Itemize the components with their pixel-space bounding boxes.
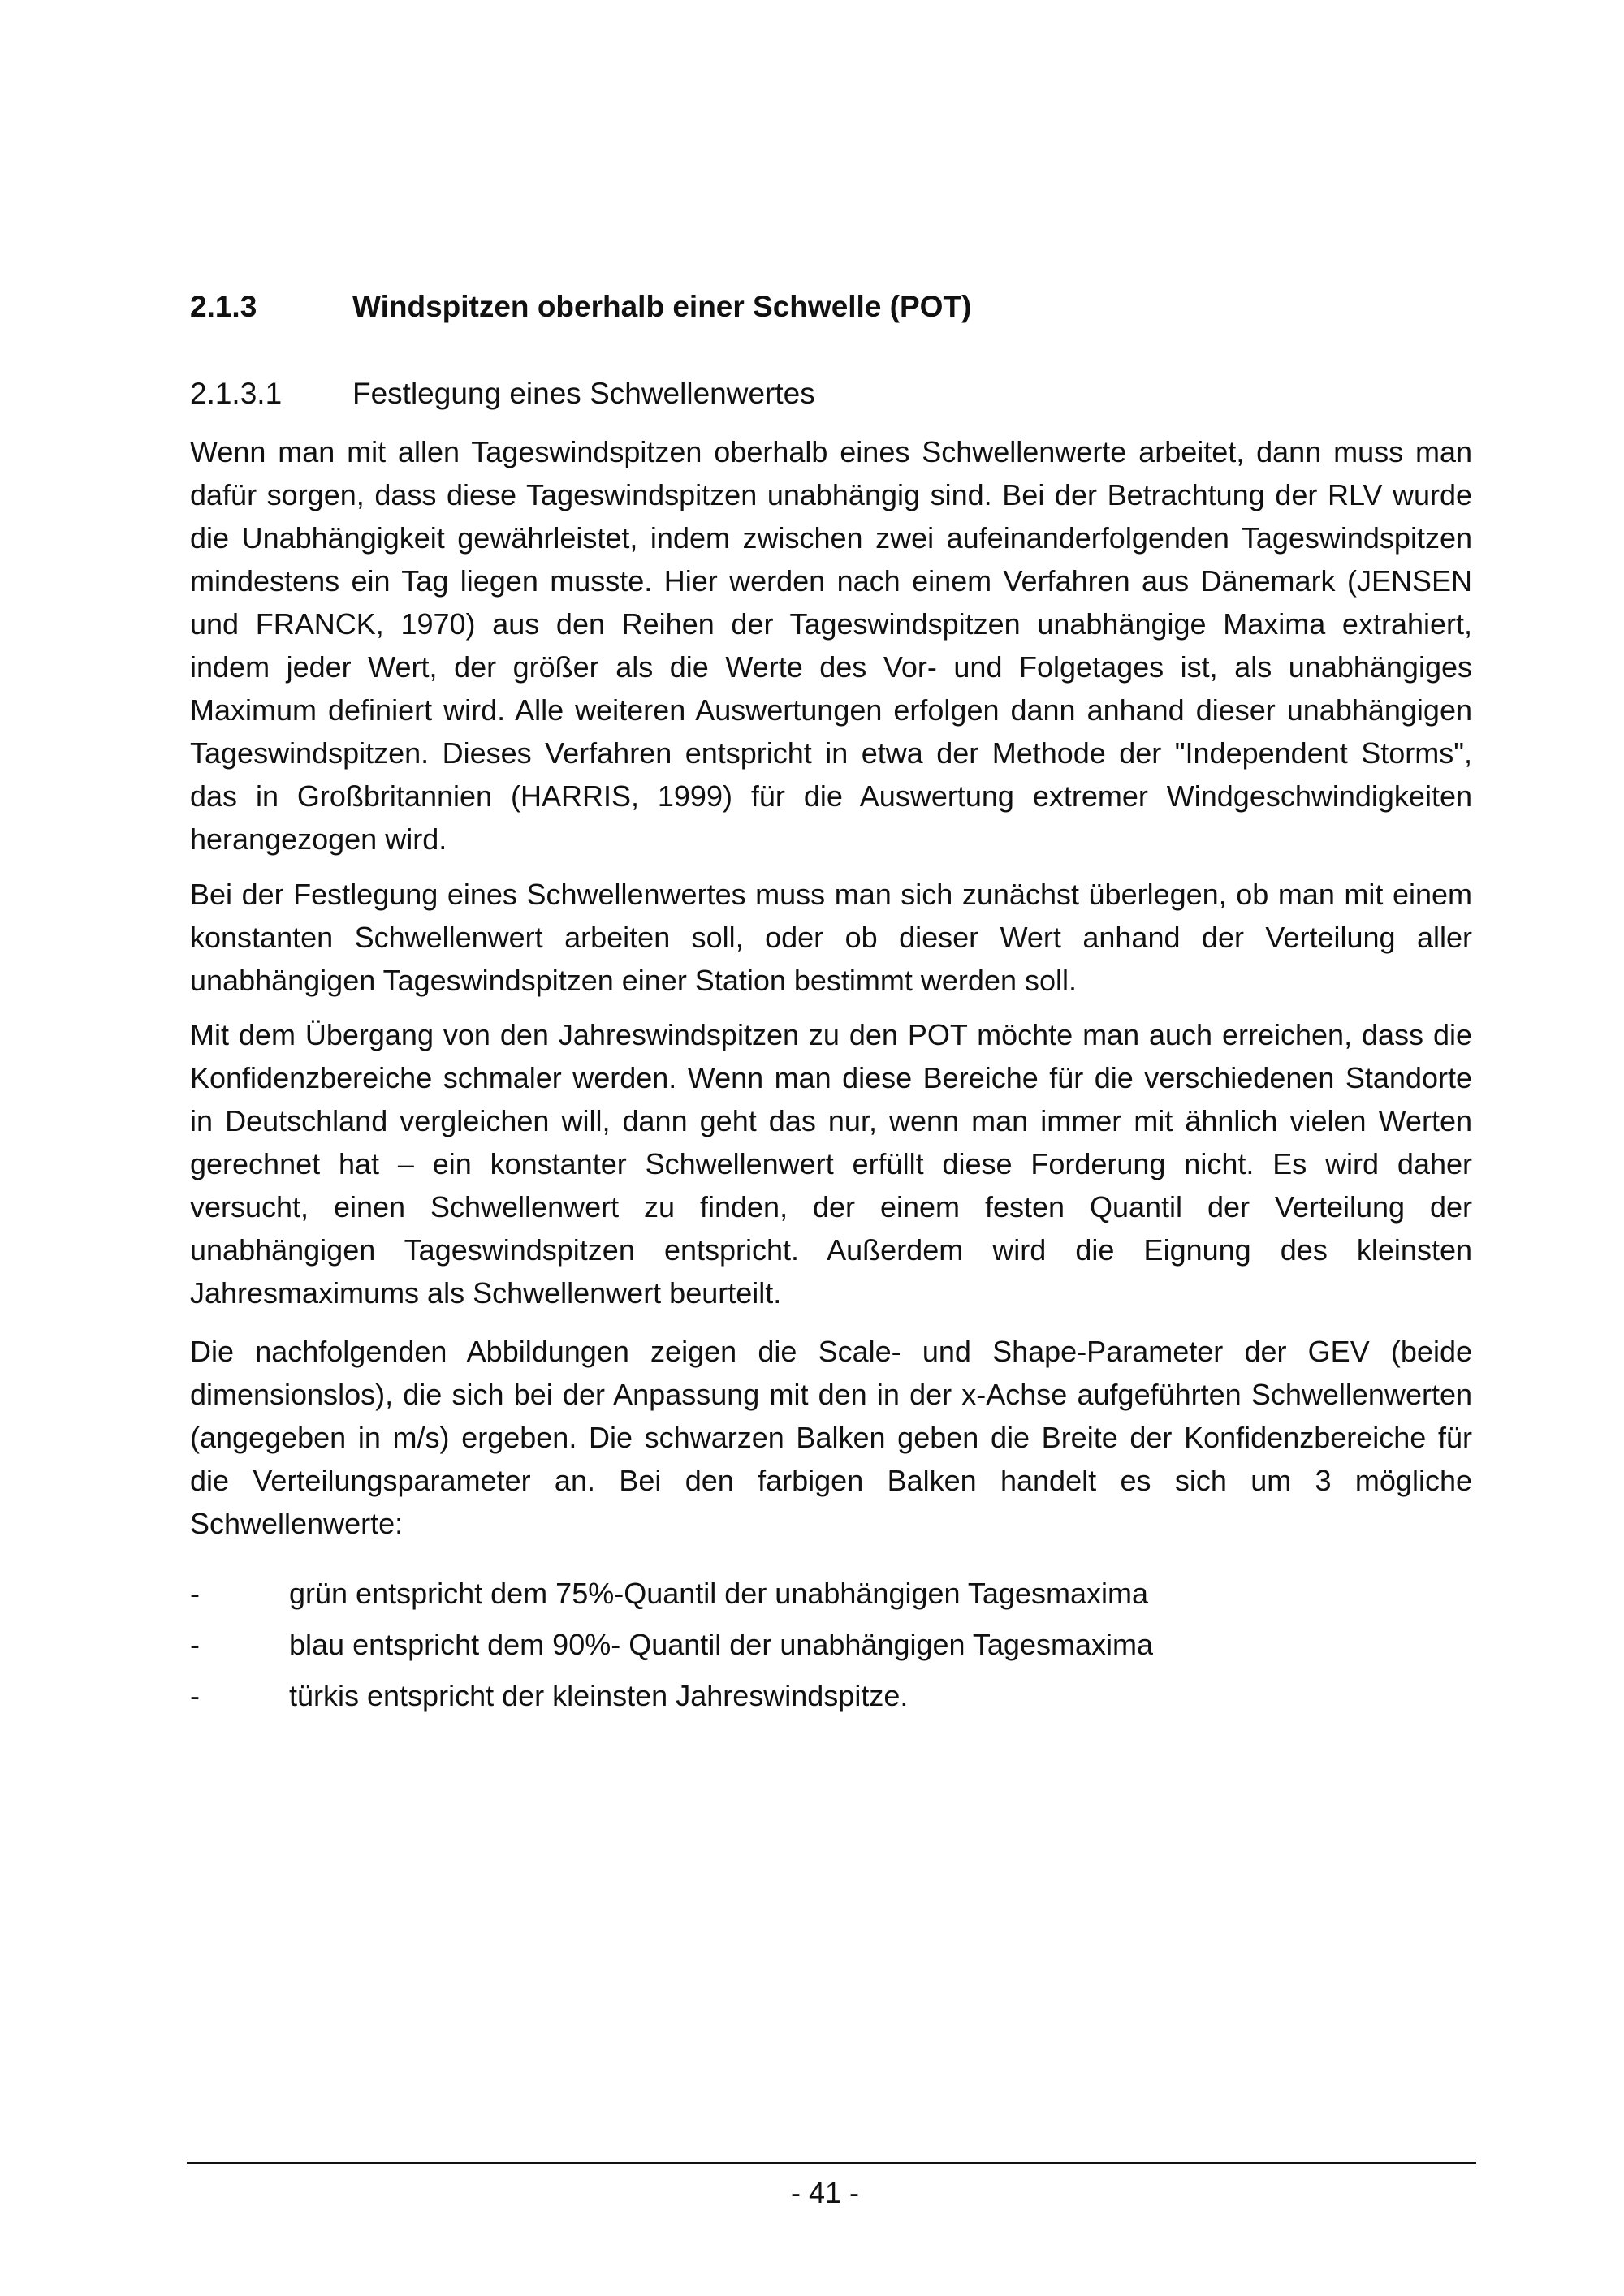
subsection-number: 2.1.3.1 [190, 377, 283, 410]
subsection-title: Festlegung eines Schwellenwertes [352, 377, 815, 410]
list-item [190, 1674, 1472, 1725]
paragraph-figures-intro: Die nachfolgenden Abbildungen zeigen die Scale- und Shape-Parameter der GEV (beide dimensionslos), die sich bei der Anpassung mit den in der x-Achse aufgeführten Schwellenwerten (angegeben in m/s) ergeben. Die schwarzen Balken geben die Breite der Konfidenzbereiche für die Verteilungsparameter an. Bei den farbigen Balken handelt es sich um 3 mögliche Schwellenwerte: [190, 1335, 1472, 1540]
list-dash: - [190, 1679, 200, 1712]
list-item [190, 1623, 1472, 1674]
list-item [190, 1572, 1472, 1623]
section-title: Windspitzen oberhalb einer Schwelle (POT) [352, 290, 972, 323]
paragraph-threshold-choice: Bei der Festlegung eines Schwellenwertes muss man sich zunächst überlegen, ob man mit einem konstanten Schwellenwert arbeiten soll, oder ob dieser Wert anhand der Verteilung aller unabhängigen Tageswindspitzen einer Station bestimmt werden soll. [190, 878, 1472, 997]
paragraph-independence: Wenn man mit allen Tageswindspitzen oberhalb eines Schwellenwerte arbeitet, dann muss man dafür sorgen, dass diese Tageswindspitzen unabhängig sind. Bei der Betrachtung der RLV wurde die Unabhängigkeit gewährleistet, indem zwischen zwei aufeinanderfolgenden Tageswindspitzen mindestens ein Tag liegen musste. Hier werden nach einem Verfahren aus Dänemark (JENSEN und FRANCK, 1970) aus den Reihen der Tageswindspitzen unabhängige Maxima extrahiert, indem jeder Wert, der größer als die Werte des Vor- und Folgetages ist, als unabhängiges Maximum definiert wird. Alle weiteren Auswertungen erfolgen dann anhand dieser unabhängigen Tageswindspitzen. Dieses Verfahren entspricht in etwa der Methode der "Independent Storms", das in Großbritannien (HARRIS, 1999) für die Auswertung extremer Windgeschwindigkeiten herangezogen wird. [190, 435, 1472, 856]
paragraph-confidence-ranges: Mit dem Übergang von den Jahreswindspitzen zu den POT möchte man auch erreichen, dass die Konfidenzbereiche schmaler werden. Wenn man diese Bereiche für die verschiedenen Standorte in Deutschland vergleichen will, dann geht das nur, wenn man immer mit ähnlich vielen Werten gerechnet hat – ein konstanter Schwellenwert erfüllt diese Forderung nicht. Es wird daher versucht, einen Schwellenwert zu finden, der einem festen Quantil der Verteilung der unabhängigen Tageswindspitzen entspricht. Außerdem wird die Eignung des kleinsten Jahresmaximums als Schwellenwert beurteilt. [190, 1018, 1472, 1310]
section-number: 2.1.3 [190, 290, 257, 323]
footer-divider [187, 2162, 1476, 2164]
list-dash: - [190, 1628, 200, 1661]
list-item-text: blau entspricht dem 90%- Quantil der unabhängigen Tagesmaxima [289, 1628, 1153, 1661]
list-item-text: türkis entspricht der kleinsten Jahreswindspitze. [289, 1679, 909, 1712]
page-number: - 41 - [790, 2176, 860, 2209]
list-item-text: grün entspricht dem 75%-Quantil der unabhängigen Tagesmaxima [289, 1577, 1148, 1610]
threshold-list [190, 1572, 1472, 1725]
list-dash: - [190, 1577, 200, 1610]
